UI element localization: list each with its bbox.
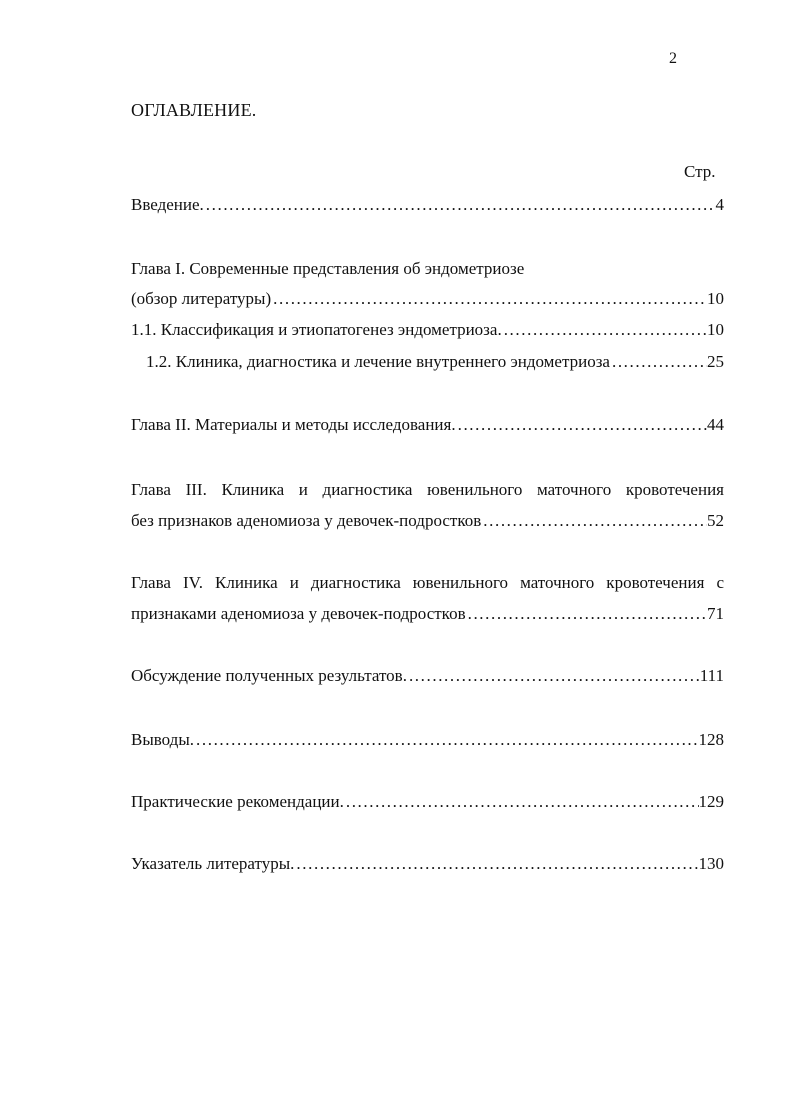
toc-entry-page: 130 xyxy=(698,854,724,873)
toc-leader-dots xyxy=(204,194,716,216)
toc-entry-discussion[interactable] xyxy=(131,665,724,687)
toc-entry-page: 10 xyxy=(707,320,724,339)
page-column-header: Стр. xyxy=(684,162,716,181)
toc-entry-conclusions[interactable] xyxy=(131,729,724,751)
toc-entry-page: 111 xyxy=(699,666,724,685)
toc-entry-chapter-3[interactable] xyxy=(131,510,724,532)
toc-leader-dots xyxy=(194,729,698,751)
toc-entry-label: Введение. xyxy=(131,195,204,214)
toc-leader-dots xyxy=(456,414,707,436)
toc-leader-dots xyxy=(271,288,707,310)
toc-entry-chapter-2[interactable] xyxy=(131,414,724,436)
toc-leader-dots xyxy=(502,319,707,341)
toc-leader-dots xyxy=(466,603,707,625)
toc-entry-label: 1.2. Клиника, диагностика и лечение внутреннего эндометриоза xyxy=(146,352,610,371)
toc-entry-label: Практические рекомендации. xyxy=(131,792,344,811)
toc-leader-dots xyxy=(481,510,707,532)
toc-entry-intro[interactable] xyxy=(131,194,724,216)
toc-entry-section-1-2[interactable] xyxy=(146,351,724,373)
toc-entry-label: Выводы. xyxy=(131,730,195,749)
toc-entry-chapter-4-heading: Глава IV. Клиника и диагностика ювенильного маточного кровотечения с xyxy=(131,573,724,592)
toc-entry-label: Указатель литературы. xyxy=(131,854,295,873)
toc-entry-page: 44 xyxy=(707,415,724,434)
toc-entry-page: 25 xyxy=(707,352,724,371)
toc-entry-label: 1.1. Классификация и этиопатогенез эндометриоза. xyxy=(131,320,502,339)
toc-entry-chapter-3-heading: Глава III. Клиника и диагностика ювенильного маточного кровотечения xyxy=(131,480,724,499)
toc-entry-label: Глава II. Материалы и методы исследования. xyxy=(131,415,456,434)
toc-entry-recommendations[interactable] xyxy=(131,791,724,813)
toc-entry-label: Обсуждение полученных результатов. xyxy=(131,666,407,685)
toc-entry-references[interactable] xyxy=(131,853,724,875)
toc-leader-dots xyxy=(610,351,707,373)
toc-entry-chapter-1[interactable] xyxy=(131,288,724,310)
toc-entry-label: признаками аденомиоза у девочек-подростков xyxy=(131,604,466,623)
toc-entry-page: 10 xyxy=(707,289,724,308)
page-title: ОГЛАВЛЕНИЕ. xyxy=(131,100,257,120)
toc-entry-section-1-1[interactable] xyxy=(131,319,724,341)
toc-entry-chapter-4[interactable] xyxy=(131,603,724,625)
toc-leader-dots xyxy=(344,791,699,813)
toc-leader-dots xyxy=(294,853,698,875)
toc-leader-dots xyxy=(407,665,700,687)
toc-entry-page: 52 xyxy=(707,511,724,530)
toc-entry-page: 129 xyxy=(698,792,724,811)
toc-entry-page: 71 xyxy=(707,604,724,623)
page-number: 2 xyxy=(669,50,677,67)
toc-entry-chapter-1-heading: Глава I. Современные представления об эндометриозе xyxy=(131,259,525,278)
toc-entry-label: (обзор литературы) xyxy=(131,289,272,308)
toc-entry-label: без признаков аденомиоза у девочек-подростков xyxy=(131,511,482,530)
toc-entry-page: 128 xyxy=(698,730,724,749)
toc-entry-page: 4 xyxy=(715,195,724,214)
